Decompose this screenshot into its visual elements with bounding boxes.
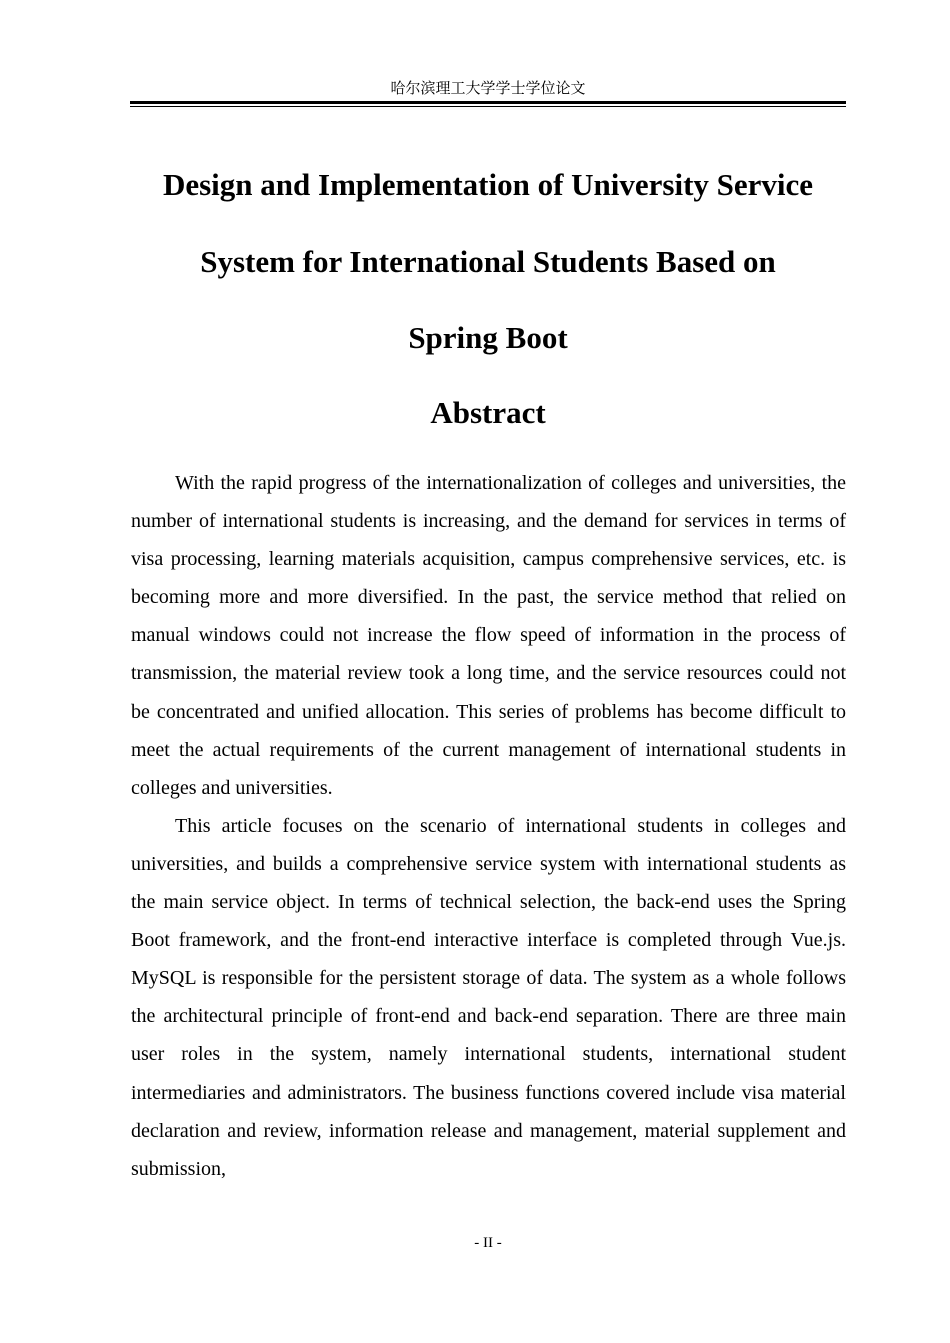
abstract-paragraph-1: With the rapid progress of the internationalization of colleges and universities, the number of international students is increasing, and the demand for services in terms of visa processing, learning materials acquisition, campus comprehensive services, etc. is becoming more and more diversified. In the past, the service method that relied on manual windows could not increase the flow speed of information in the process of transmission, the material review took a long time, and the service resources could not be concentrated and unified allocation. This series of problems has become difficult to meet the actual requirements of the current management of international students in colleges and universities. [131,472,846,799]
page-number: - II - [474,1235,502,1251]
abstract-paragraph-2: This article focuses on the scenario of international students in colleges and universities, and builds a comprehensive service system with international students as the main service object. In terms of technical selection, the back-end uses the Spring Boot framework, and the front-end interactive interface is completed through Vue.js. MySQL is responsible for the persistent storage of data. The system as a whole follows the architectural principle of front-end and back-end separation. There are three main user roles in the system, namely international students, international student intermediaries and administrators. The business functions covered include visa material declaration and review, information release and management, material supplement and submission, [131,814,846,1180]
abstract-body [131,464,846,1188]
abstract-heading: Abstract [430,395,546,430]
header-rule-thin [130,106,846,107]
header-rule-thick [130,101,846,104]
title-line-3: Spring Boot [408,320,568,355]
title-line-2: System for International Students Based on [200,243,776,279]
thesis-title [120,147,856,377]
running-header: 哈尔滨理工大学学士学位论文 [390,79,586,97]
title-line-1: Design and Implementation of University Service [162,167,814,202]
